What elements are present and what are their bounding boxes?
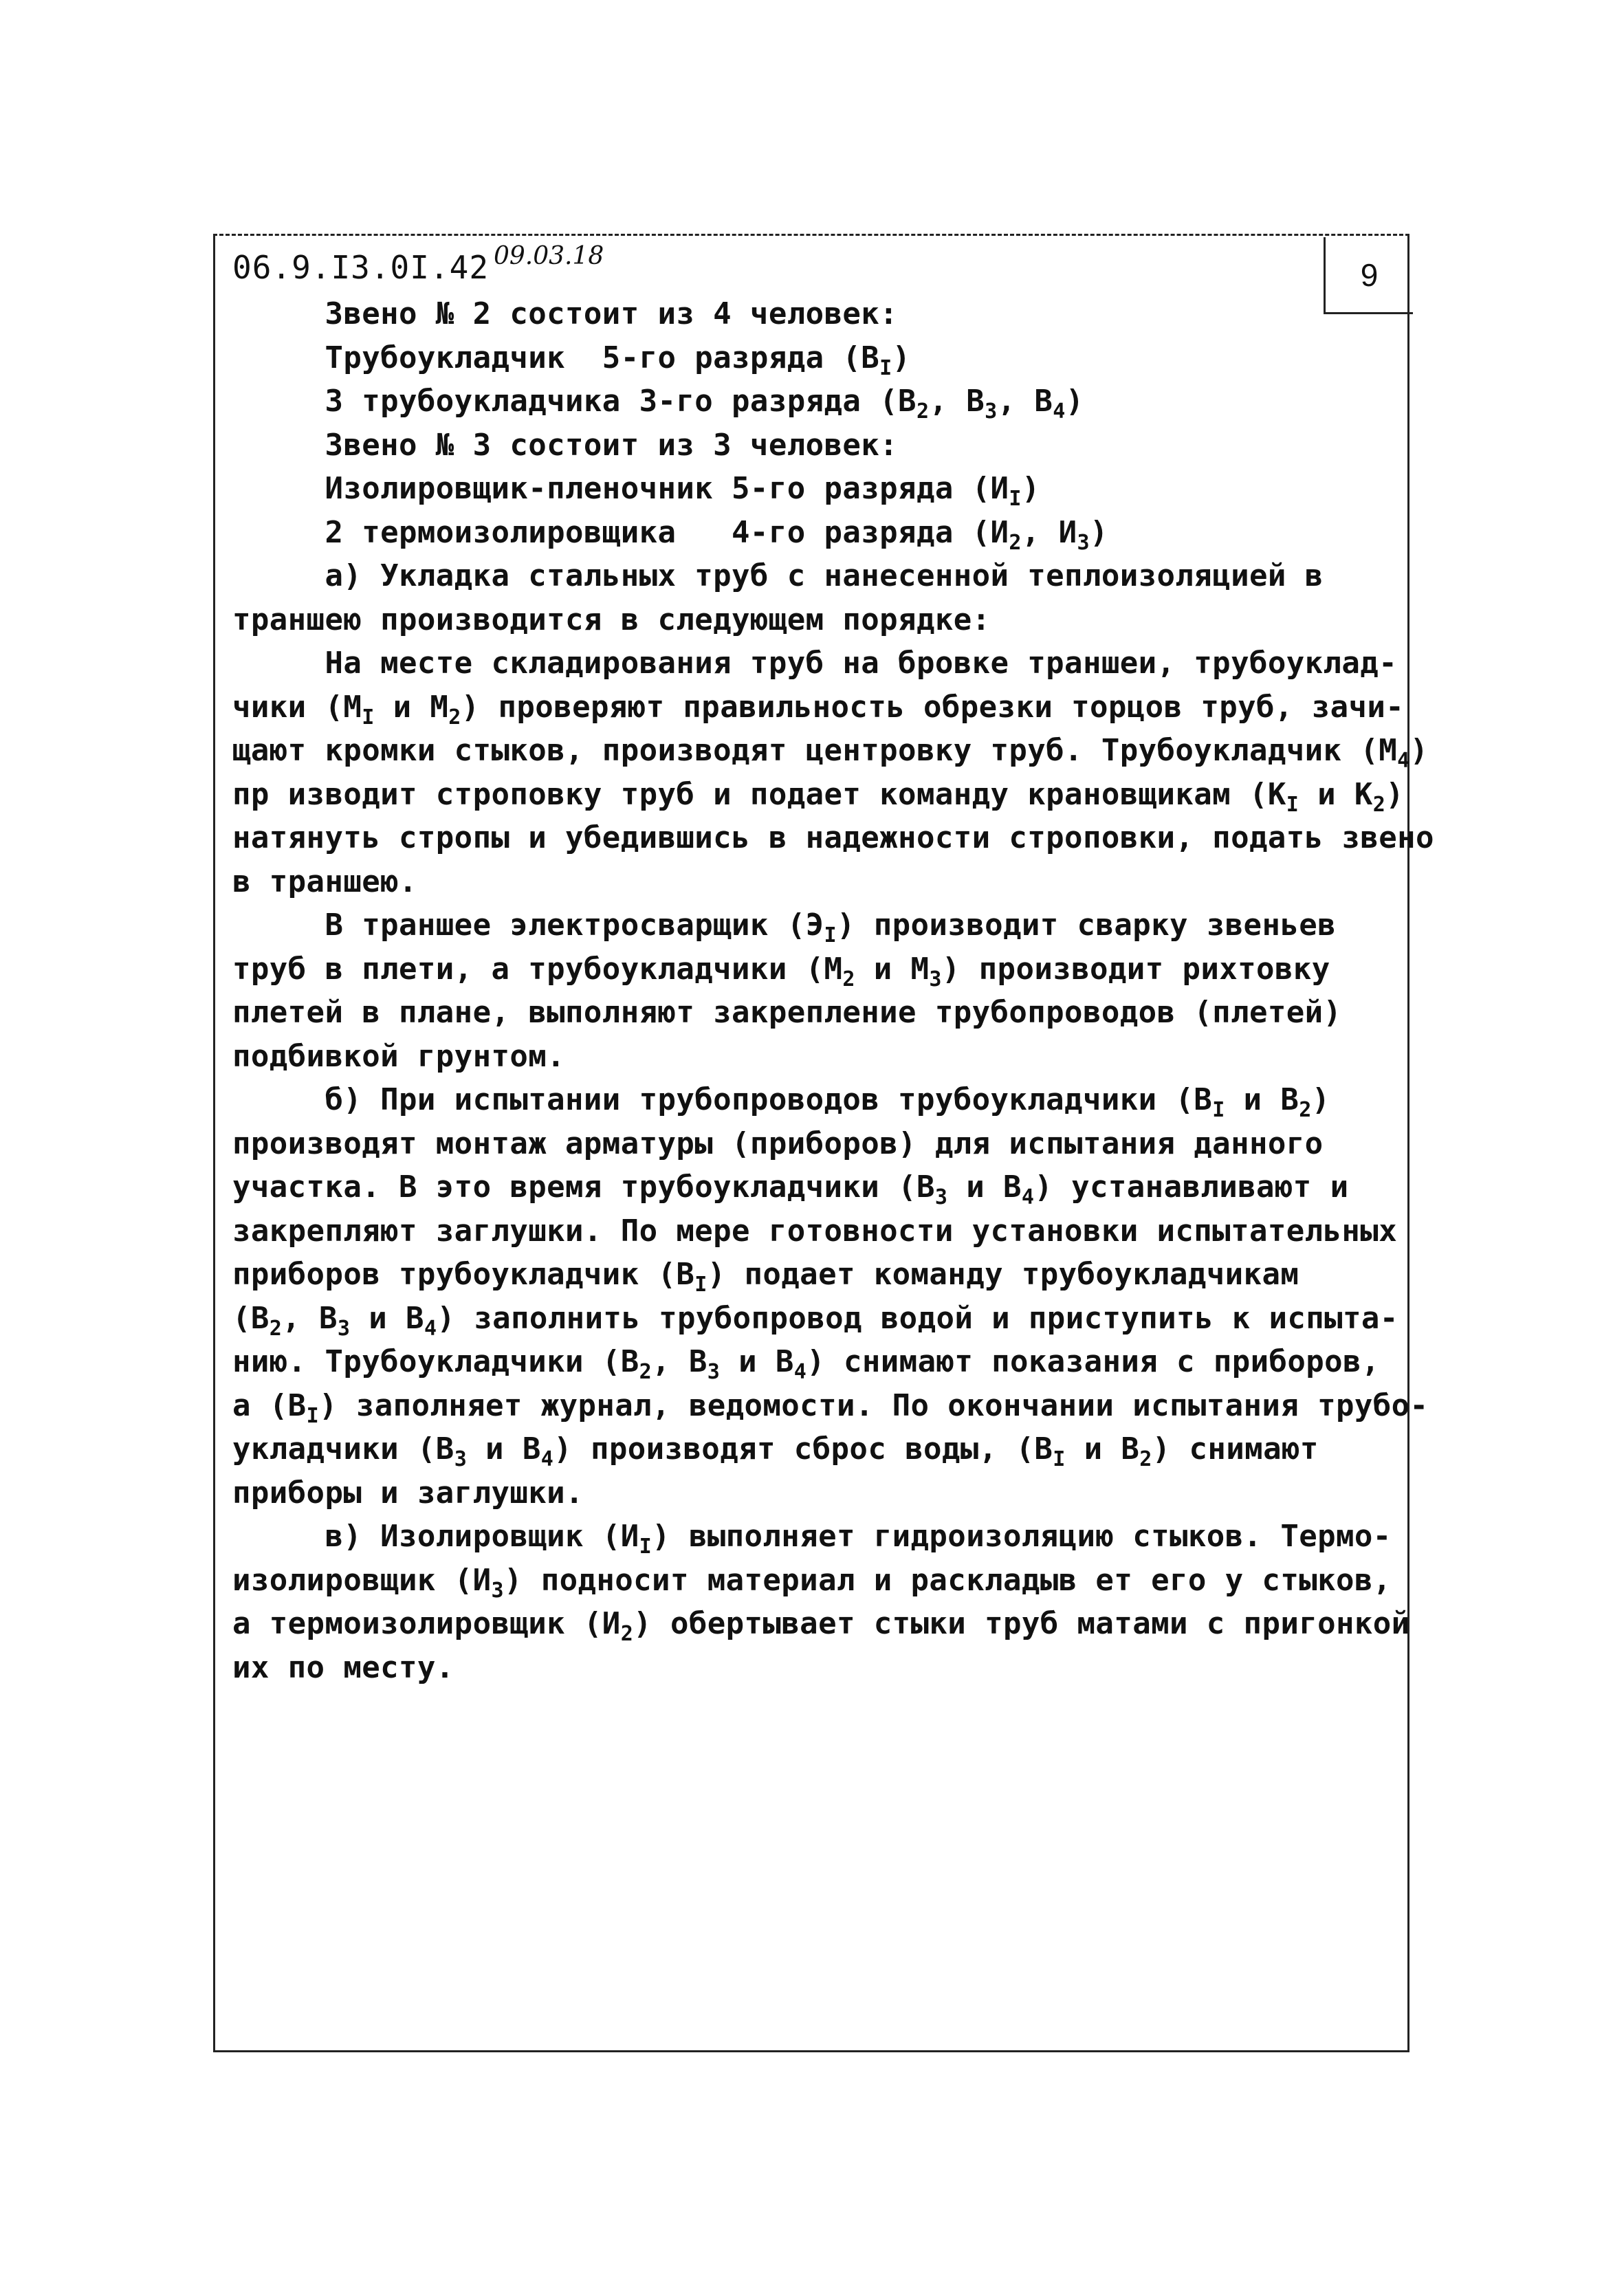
text-run: (В: [232, 1300, 270, 1336]
text-run: пр изводит строповку труб и подает команду крановщикам (К: [232, 776, 1286, 812]
text-run: производят монтаж арматуры (приборов) для испытания данного: [232, 1125, 1324, 1161]
text-run: ) заполняет журнал, ведомости. По окончании испытания трубо-: [319, 1387, 1429, 1423]
text-run: ) производят сброс воды, (В: [553, 1431, 1053, 1467]
text-line: [232, 1253, 1401, 1297]
text-run: ) производит рихтовку: [941, 951, 1330, 987]
text-line: [232, 991, 1401, 1035]
subscript: 4: [1021, 1185, 1035, 1209]
text-run: и В: [467, 1431, 541, 1467]
subscript: 2: [1009, 530, 1022, 555]
subscript: 2: [1372, 792, 1386, 817]
text-line: [232, 1122, 1401, 1166]
subscript: 2: [269, 1316, 283, 1341]
text-run: а) Укладка стальных труб с нанесенной теплоизоляцией в: [232, 558, 1324, 593]
text-line: [232, 598, 1401, 642]
text-line: [232, 1471, 1401, 1515]
text-run: приборы и заглушки.: [232, 1475, 584, 1511]
text-run: , И: [1021, 514, 1077, 550]
subscript: I: [1286, 792, 1299, 817]
text-run: а (В: [232, 1387, 307, 1423]
text-line: [232, 1209, 1401, 1253]
text-run: и М: [374, 689, 449, 725]
text-run: , В: [997, 384, 1053, 419]
subscript: I: [879, 355, 892, 380]
text-run: в) Изолировщик (И: [232, 1519, 639, 1554]
text-run: траншею производится в следующем порядке:: [232, 602, 991, 637]
text-run: ) проверяют правильность обрезки торцов труб, зачи-: [461, 689, 1405, 725]
text-run: ) устанавливают и: [1034, 1170, 1349, 1205]
text-line: [232, 1384, 1429, 1428]
text-line: [232, 336, 1401, 380]
text-run: В траншее электросварщик (Э: [232, 908, 824, 943]
text-line: [232, 1340, 1401, 1384]
document-body: [232, 292, 1434, 1689]
text-run: и В: [1225, 1082, 1299, 1117]
text-run: ) производит сварку звеньев: [836, 908, 1337, 943]
text-run: закрепляют заглушки. По мере готовности установки испытательных: [232, 1213, 1398, 1249]
document-code: 06.9.I3.0I.42: [232, 249, 490, 286]
text-run: ) заполнить трубопровод водой и приступить к испыта-: [437, 1300, 1398, 1336]
text-run: ) обертывает стыки труб матами с пригонкой: [633, 1606, 1410, 1641]
text-run: их по месту.: [232, 1649, 454, 1685]
text-run: Звено № 3 состоит из 3 человек:: [232, 427, 899, 463]
text-line: [232, 947, 1401, 991]
text-line: [232, 860, 1401, 904]
text-line: [232, 816, 1434, 860]
subscript: 2: [842, 967, 855, 991]
subscript: 3: [491, 1578, 504, 1603]
text-run: ) выполняет гидроизоляцию стыков. Термо-: [652, 1519, 1392, 1554]
text-run: ): [1090, 514, 1108, 550]
subscript: 2: [1139, 1447, 1152, 1471]
text-run: в траншею.: [232, 864, 417, 899]
text-run: , В: [282, 1300, 338, 1336]
subscript: 3: [1077, 530, 1090, 555]
subscript: 4: [793, 1360, 807, 1384]
subscript: 4: [424, 1316, 437, 1341]
text-line: [232, 1646, 1401, 1690]
page-number: 9: [1360, 256, 1379, 293]
subscript: 2: [448, 705, 461, 729]
text-line: [232, 1602, 1410, 1646]
text-run: труб в плети, а трубоукладчики (М: [232, 951, 843, 987]
text-line: [232, 1515, 1401, 1559]
text-run: участка. В это время трубоукладчики (В: [232, 1170, 935, 1205]
text-line: [232, 1035, 1401, 1079]
subscript: I: [1053, 1447, 1066, 1471]
subscript: I: [639, 1535, 652, 1559]
text-line: [232, 380, 1401, 424]
text-line: [232, 773, 1405, 817]
subscript: I: [1009, 487, 1022, 511]
text-line: [232, 729, 1429, 773]
subscript: 3: [934, 1185, 948, 1209]
text-line: [232, 903, 1401, 947]
text-run: ): [1311, 1082, 1330, 1117]
text-run: Изолировщик-пленочник 5-го разряда (И: [232, 471, 1009, 506]
subscript: 3: [337, 1316, 351, 1341]
text-run: На месте складирования труб на бровке траншеи, трубоуклад-: [232, 646, 1398, 681]
subscript: I: [694, 1273, 707, 1297]
text-run: а термоизолировщик (И: [232, 1606, 621, 1641]
text-run: и В: [350, 1300, 424, 1336]
handwritten-date: 09.03.18: [494, 242, 604, 270]
text-line: [232, 685, 1405, 729]
text-run: укладчики (В: [232, 1431, 454, 1467]
text-run: ) подает команду трубоукладчикам: [707, 1257, 1299, 1292]
text-line: [232, 1078, 1401, 1122]
subscript: I: [306, 1403, 320, 1428]
text-run: плетей в плане, выполняют закрепление трубопроводов (плетей): [232, 995, 1342, 1030]
subscript: 2: [639, 1360, 652, 1384]
text-run: , В: [652, 1344, 707, 1379]
subscript: I: [362, 705, 375, 729]
text-line: [232, 554, 1401, 598]
subscript: 3: [929, 967, 942, 991]
subscript: 4: [1053, 399, 1066, 424]
text-run: и В: [720, 1344, 794, 1379]
text-run: и В: [947, 1170, 1022, 1205]
text-run: , В: [929, 384, 985, 419]
text-run: ) снимают: [1152, 1431, 1319, 1467]
subscript: I: [824, 923, 837, 947]
subscript: 2: [1299, 1098, 1312, 1122]
text-line: [232, 1559, 1401, 1603]
text-run: и В: [1065, 1431, 1140, 1467]
text-line: [232, 467, 1401, 511]
subscript: 2: [916, 399, 930, 424]
text-run: приборов трубоукладчик (В: [232, 1257, 695, 1292]
text-line: [232, 424, 1401, 468]
text-line: [232, 292, 1401, 336]
text-line: [232, 511, 1401, 555]
text-run: ): [892, 340, 911, 375]
subscript: 4: [1397, 749, 1410, 773]
text-run: щают кромки стыков, производят центровку труб. Трубоукладчик (М: [232, 733, 1398, 768]
subscript: 3: [707, 1360, 721, 1384]
text-line: [232, 1297, 1401, 1341]
text-run: изолировщик (И: [232, 1562, 492, 1598]
text-run: 2 термоизолировщика 4-го разряда (И: [232, 514, 1009, 550]
text-run: натянуть стропы и убедившись в надежности строповки, подать звено: [232, 820, 1434, 855]
text-run: ): [1385, 776, 1405, 812]
text-line: [232, 1427, 1401, 1471]
text-run: и М: [855, 951, 930, 987]
text-run: Звено № 2 состоит из 4 человек:: [232, 296, 899, 331]
text-run: ): [1409, 733, 1429, 768]
text-run: чики (М: [232, 689, 362, 725]
text-line: [232, 1165, 1401, 1209]
text-run: ) подносит материал и раскладыв ет его у стыков,: [503, 1562, 1392, 1598]
subscript: 2: [620, 1622, 634, 1646]
text-run: нию. Трубоукладчики (В: [232, 1344, 639, 1379]
text-run: ) снимают показания с приборов,: [806, 1344, 1380, 1379]
subscript: I: [1212, 1098, 1225, 1122]
text-run: ): [1021, 471, 1040, 506]
text-run: подбивкой грунтом.: [232, 1038, 566, 1074]
text-run: 3 трубоукладчика 3-го разряда (В: [232, 384, 917, 419]
subscript: 3: [985, 399, 998, 424]
subscript: 3: [454, 1447, 468, 1471]
text-run: ): [1065, 384, 1084, 419]
text-run: и К: [1299, 776, 1373, 812]
text-run: б) При испытании трубопроводов трубоукладчики (В: [232, 1082, 1213, 1117]
subscript: 4: [540, 1447, 554, 1471]
text-line: [232, 641, 1401, 685]
text-run: Трубоукладчик 5-го разряда (В: [232, 340, 880, 375]
